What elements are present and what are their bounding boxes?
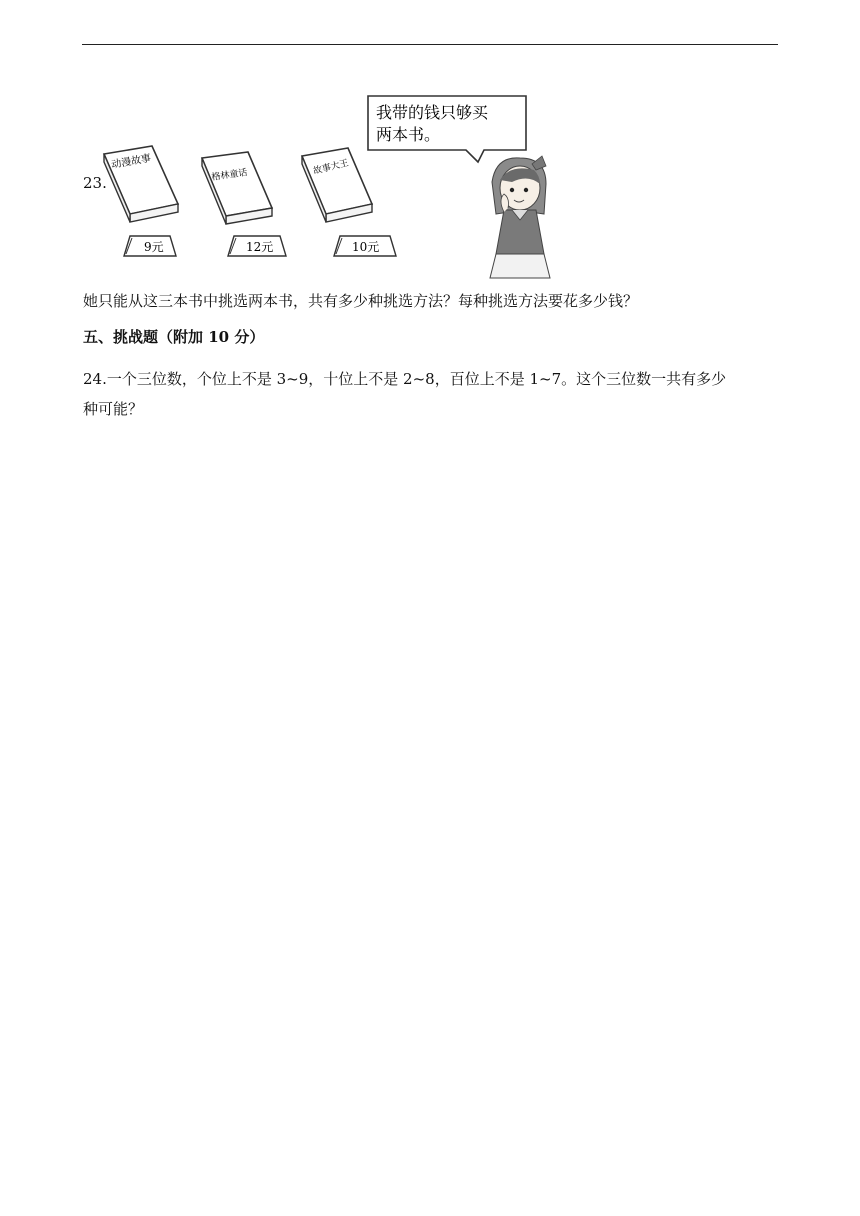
- girl-figure: [490, 156, 550, 278]
- question-24-line-2: 种可能？: [83, 400, 144, 418]
- price-tag-2: [228, 236, 286, 256]
- book-3-title: 故事大王: [312, 158, 350, 177]
- speech-line-1: 我带的钱只够买: [376, 103, 489, 122]
- price-1: 9元: [144, 240, 164, 254]
- book-1: [104, 146, 178, 222]
- book-3: [302, 148, 372, 222]
- question-23-text: 她只能从这三本书中挑选两本书，共有多少种挑选方法？每种挑选方法要花多少钱？: [83, 292, 639, 310]
- section-5-heading: 五、挑战题（附加 10 分）: [83, 328, 265, 346]
- price-tag-3: [334, 236, 396, 256]
- question-23-number: 23.: [83, 174, 107, 192]
- price-3: 10元: [352, 240, 380, 254]
- books-illustration: [100, 86, 560, 282]
- price-2: 12元: [246, 240, 274, 254]
- speech-line-2: 两本书。: [376, 125, 441, 144]
- price-tag-1: [124, 236, 176, 256]
- speech-bubble: [368, 96, 526, 162]
- book-1-title: 动漫故事: [110, 153, 152, 171]
- question-24-line-1: 24.一个三位数，个位上不是 3~9，十位上不是 2~8，百位上不是 1~7。这个三位数一共有多少: [83, 370, 727, 388]
- book-2: [202, 152, 272, 224]
- book-2-title: 格林童话: [211, 168, 249, 183]
- header-rule: [82, 44, 778, 45]
